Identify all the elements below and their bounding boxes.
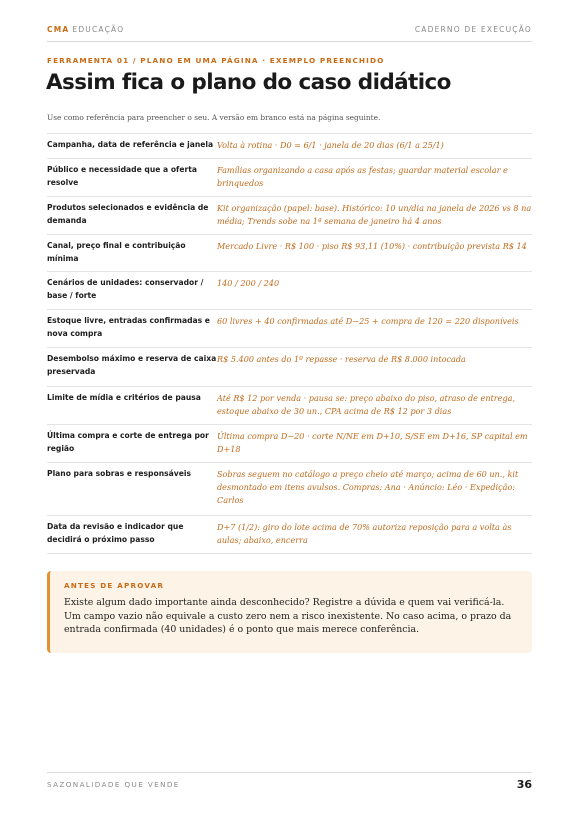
- table-row: [47, 272, 532, 310]
- row-value: Última compra D−20 · corte N/NE em D+10, S/SE em D+16, SP capital em D+18: [217, 431, 528, 454]
- table-row: [47, 134, 532, 159]
- intro-text: Use como referência para preencher o seu. A versão em branco está na página seguinte.: [47, 113, 381, 122]
- callout-title: ANTES DE APROVAR: [64, 581, 165, 590]
- page-number: 36: [516, 778, 532, 791]
- row-value: Até R$ 12 por venda · pausa se: preço abaixo do piso, atraso de entrega, estoque abaixo de 30 un., CPA acima de R$ 12 por 3 dias: [217, 393, 516, 416]
- brand-subtitle: EDUCAÇÃO: [72, 25, 125, 34]
- table-row: [47, 235, 532, 272]
- row-value: Sobras seguem no catálogo a preço cheio até março; acima de 60 un., kit desmontado em itens avulsos. Compras: Ana · Anúncio: Léo · Expedição: Carlos: [217, 469, 519, 505]
- row-value: 140 / 200 / 240: [217, 278, 280, 288]
- row-label: Canal, preço final e contribuição mínima: [47, 241, 186, 263]
- page-title: Assim fica o plano do caso didático: [46, 70, 451, 95]
- table-row: [47, 197, 532, 235]
- page-header: [47, 25, 532, 42]
- row-value: Volta à rotina · D0 = 6/1 · janela de 20 dias (6/1 a 25/1): [217, 140, 444, 150]
- plan-table: [47, 133, 532, 554]
- row-value: D+7 (1/2): giro do lote acima de 70% autoriza reposição para a volta às aulas; abaixo, encerra: [217, 522, 512, 545]
- table-row: [47, 463, 532, 516]
- row-label: Cenários de unidades: conservador / base / forte: [47, 278, 204, 300]
- table-row: [47, 516, 532, 554]
- section-name: CADERNO DE EXECUÇÃO: [414, 25, 532, 34]
- callout-text: Existe algum dado importante ainda desconhecido? Registre a dúvida e quem vai verificá-la. Um campo vazio não equivale a custo zero nem a risco inexistente. No caso acima, o prazo da entrada confirmada (40 unidades) é o ponto que mais merece conferência.: [64, 597, 512, 636]
- eyebrow: FERRAMENTA 01 / PLANO EM UMA PÁGINA · EXEMPLO PREENCHIDO: [47, 56, 385, 65]
- table-row: [47, 425, 532, 463]
- row-label: Última compra e corte de entrega por região: [47, 431, 209, 453]
- row-value: Famílias organizando a casa após as festas; guardar material escolar e brinquedos: [217, 165, 508, 188]
- row-label: Limite de mídia e critérios de pausa: [47, 393, 201, 402]
- row-label: Estoque livre, entradas confirmadas e nova compra: [47, 316, 210, 338]
- row-value: Mercado Livre · R$ 100 · piso R$ 93,11 (10%) · contribuição prevista R$ 14: [217, 241, 527, 251]
- row-value: Kit organização (papel: base). Histórico: 10 un/dia na janela de 2026 vs 8 na média; Trends sobe na 1ª semana de janeiro há 4 anos: [217, 203, 532, 226]
- brand: [47, 25, 124, 34]
- row-value: 60 livres + 40 confirmadas até D−25 + compra de 120 = 220 disponíveis: [217, 316, 519, 326]
- book-title: SAZONALIDADE QUE VENDE: [47, 780, 180, 789]
- row-label: Produtos selecionados e evidência de demanda: [47, 203, 209, 225]
- row-label: Data da revisão e indicador que decidirá o próximo passo: [47, 522, 184, 544]
- brand-name: CMA: [47, 25, 70, 34]
- row-label: Público e necessidade que a oferta resolve: [47, 165, 197, 187]
- table-row: [47, 310, 532, 348]
- table-row: [47, 348, 532, 387]
- table-row: [47, 159, 532, 197]
- table-row: [47, 387, 532, 425]
- row-value: R$ 5.400 antes do 1º repasse · reserva de R$ 8.000 intocada: [217, 354, 466, 364]
- row-label: Plano para sobras e responsáveis: [47, 469, 191, 478]
- row-label: Campanha, data de referência e janela: [47, 140, 214, 149]
- page-footer: [47, 772, 532, 796]
- row-label: Desembolso máximo e reserva de caixa preservada: [47, 354, 217, 376]
- approval-callout: [47, 571, 532, 653]
